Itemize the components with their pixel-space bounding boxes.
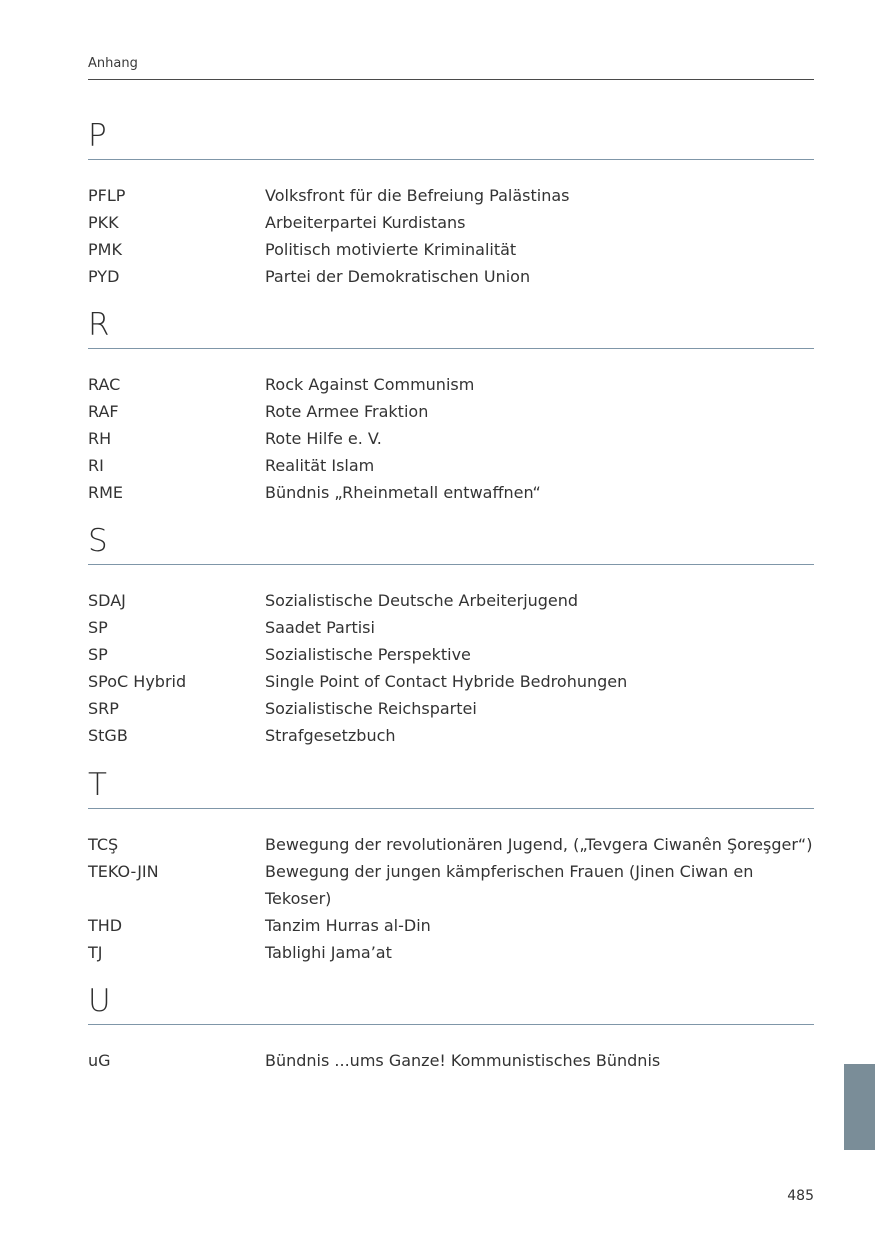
abbreviation: SDAJ xyxy=(88,591,126,610)
abbreviation: TCŞ xyxy=(88,835,119,854)
section-divider xyxy=(88,564,814,565)
section-s xyxy=(88,522,814,749)
abbreviation: StGB xyxy=(88,726,128,745)
entry-list xyxy=(88,1047,814,1074)
section-letter: R xyxy=(88,307,110,343)
definition: Volksfront für die Befreiung Palästinas xyxy=(265,186,570,205)
definition: Single Point of Contact Hybride Bedrohungen xyxy=(265,672,628,691)
glossary-entry xyxy=(88,587,814,614)
definition: Tablighi Jama’at xyxy=(265,943,392,962)
definition: Strafgesetzbuch xyxy=(265,726,396,745)
definition: Realität Islam xyxy=(265,456,375,475)
definition: Rote Hilfe e. V. xyxy=(265,429,382,448)
abbreviation: PKK xyxy=(88,213,119,232)
definition: Rock Against Communism xyxy=(265,375,475,394)
glossary-entry xyxy=(88,912,814,939)
section-letter: U xyxy=(88,983,111,1019)
abbreviation: TJ xyxy=(88,943,103,962)
entry-list xyxy=(88,371,814,506)
abbreviation: RI xyxy=(88,456,104,475)
section-divider xyxy=(88,1024,814,1025)
section-divider xyxy=(88,159,814,160)
section-t xyxy=(88,766,814,966)
section-letter: S xyxy=(88,523,108,559)
glossary-entry xyxy=(88,398,814,425)
definition: Bündnis „Rheinmetall entwaffnen“ xyxy=(265,483,541,502)
glossary-entry xyxy=(88,695,814,722)
definition: Arbeiterpartei Kurdistans xyxy=(265,213,466,232)
definition: Tanzim Hurras al-Din xyxy=(265,916,431,935)
glossary-entry xyxy=(88,722,814,749)
entry-list xyxy=(88,587,814,749)
section-letter: P xyxy=(88,118,107,154)
definition: Partei der Demokratischen Union xyxy=(265,267,531,286)
section-r xyxy=(88,306,814,506)
abbreviation: RH xyxy=(88,429,112,448)
glossary-entry xyxy=(88,479,814,506)
abbreviation: RAF xyxy=(88,402,119,421)
glossary-entry xyxy=(88,371,814,398)
header-divider xyxy=(88,79,814,80)
section-p xyxy=(88,117,814,290)
section-u xyxy=(88,982,814,1074)
glossary-entry xyxy=(88,641,814,668)
entry-list xyxy=(88,831,814,966)
abbreviation: SPoC Hybrid xyxy=(88,672,187,691)
definition: Bewegung der revolutionären Jugend, („Tevgera Ciwanên Şoreşger“) xyxy=(265,835,813,854)
abbreviation: SRP xyxy=(88,699,119,718)
glossary-entry xyxy=(88,831,814,858)
entry-list xyxy=(88,182,814,290)
glossary-entry xyxy=(88,939,814,966)
abbreviation: PYD xyxy=(88,267,120,286)
section-divider xyxy=(88,348,814,349)
definition: Politisch motivierte Kriminalität xyxy=(265,240,517,259)
glossary-entry xyxy=(88,182,814,209)
glossary-entry xyxy=(88,209,814,236)
page-number: 485 xyxy=(787,1188,814,1204)
definition: Sozialistische Reichspartei xyxy=(265,699,477,718)
definition: Bewegung der jungen kämpferischen Frauen (Jinen Ciwan en Tekoser) xyxy=(265,862,754,908)
glossary-entry xyxy=(88,452,814,479)
definition: Bündnis ...ums Ganze! Kommunistisches Bündnis xyxy=(265,1051,661,1070)
glossary-entry xyxy=(88,236,814,263)
glossary-entry xyxy=(88,425,814,452)
glossary-entry xyxy=(88,858,814,912)
abbreviation: RME xyxy=(88,483,124,502)
abbreviation: PFLP xyxy=(88,186,126,205)
section-divider xyxy=(88,808,814,809)
glossary-entry xyxy=(88,614,814,641)
definition: Sozialistische Deutsche Arbeiterjugend xyxy=(265,591,579,610)
abbreviation: TEKO-JIN xyxy=(88,862,159,881)
abbreviation: RAC xyxy=(88,375,121,394)
abbreviation: SP xyxy=(88,645,108,664)
abbreviation: PMK xyxy=(88,240,122,259)
chapter-side-tab xyxy=(844,1064,875,1150)
running-header: Anhang xyxy=(88,56,138,71)
section-letter: T xyxy=(88,767,107,803)
definition: Sozialistische Perspektive xyxy=(265,645,471,664)
abbreviation: THD xyxy=(88,916,123,935)
abbreviation: uG xyxy=(88,1051,111,1070)
definition: Saadet Partisi xyxy=(265,618,375,637)
glossary-entry xyxy=(88,668,814,695)
definition: Rote Armee Fraktion xyxy=(265,402,429,421)
glossary-entry xyxy=(88,1047,814,1074)
glossary-entry xyxy=(88,263,814,290)
abbreviation: SP xyxy=(88,618,108,637)
